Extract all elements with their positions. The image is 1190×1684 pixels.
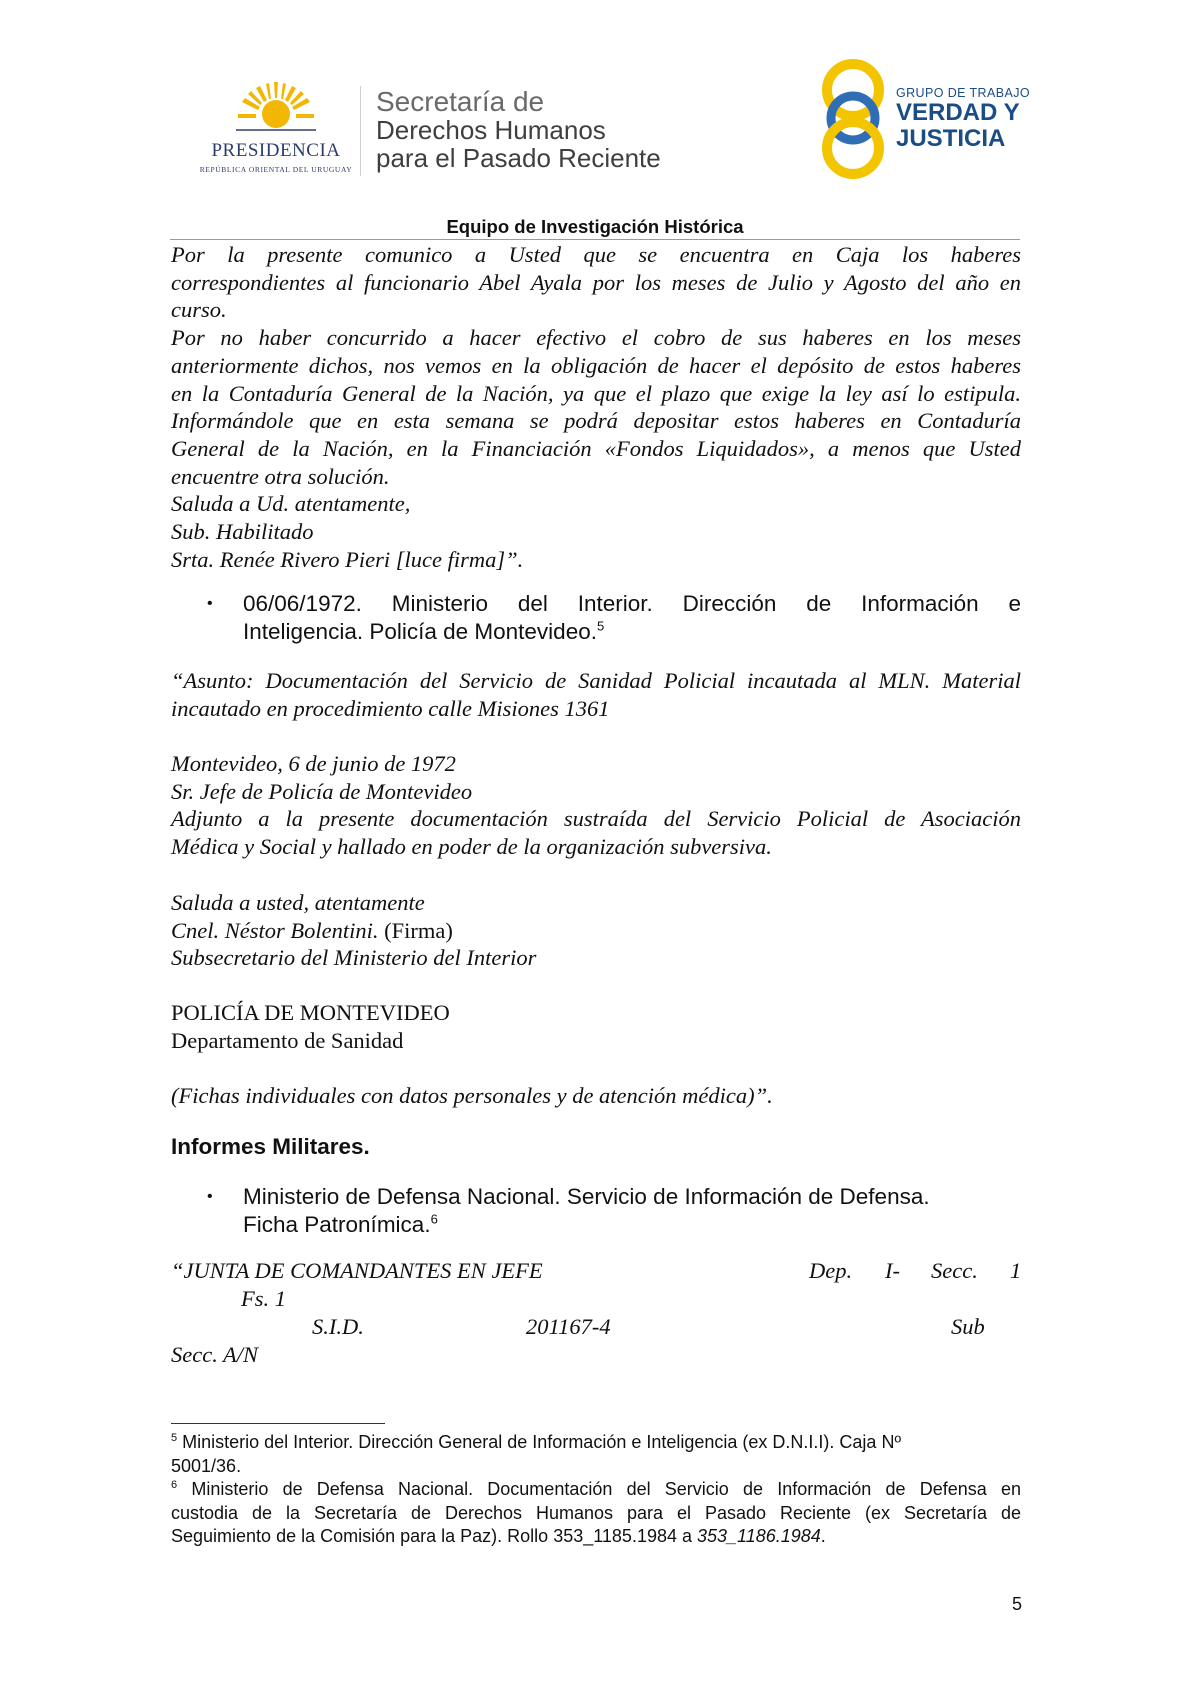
memo-block	[171, 750, 1021, 861]
memo-signer-title: Subsecretario del Ministerio del Interior	[171, 945, 537, 971]
bullet-line: Ministerio de Defensa Nacional. Servicio de Información de Defensa.	[243, 1184, 930, 1209]
secretaria-line-1: Secretaría de	[376, 86, 545, 117]
letter-line: anteriormente dichos, nos vemos en la obligación de hacer el depósito de estos haberes	[171, 352, 1021, 378]
letter-line: Sub. Habilitado	[171, 519, 314, 545]
grupo-line-1: GRUPO DE TRABAJO	[896, 86, 1030, 100]
footnote-rule	[171, 1423, 385, 1424]
letter-line: curso.	[171, 297, 227, 323]
ficha-secc: Secc.	[931, 1258, 978, 1283]
footnote-line	[171, 1478, 1021, 1502]
ficha-one: 1	[1010, 1258, 1022, 1283]
footnote-6	[171, 1478, 1021, 1549]
bullet-text: Ficha Patronímica.	[243, 1211, 431, 1237]
letter-line: Por no haber concurrido a hacer efectivo el cobro de sus haberes en los meses	[171, 325, 1021, 351]
memo-signer: Cnel. Néstor Bolentini.	[171, 917, 379, 943]
sun-icon	[236, 80, 316, 136]
bullet-text: Inteligencia. Policía de Montevideo.	[243, 618, 597, 644]
ficha-sub: Sub	[951, 1314, 985, 1339]
asunto-line: “Asunto: Documentación del Servicio de Sanidad Policial incautada al MLN. Material	[171, 668, 1021, 693]
memo-body-line: Adjunto a la presente documentación sustraída del Servicio Policial de Asociación	[171, 806, 1021, 832]
bullet-dot: •	[207, 595, 213, 612]
footnote-line: custodia de la Secretaría de Derechos Humanos para el Pasado Reciente (ex Secretaría de	[171, 1502, 1021, 1523]
footnote-ref[interactable]: 5	[596, 618, 605, 633]
verdad-justicia-logo	[896, 86, 1030, 152]
bullet-line: 06/06/1972. Ministerio del Interior. Dirección de Información e	[243, 591, 1021, 616]
memo-org: POLICÍA DE MONTEVIDEO	[171, 1000, 450, 1025]
memo-signer-line	[171, 917, 1021, 945]
presidencia-wordmark: PRESIDENCIA	[211, 140, 341, 161]
ficha-i: I-	[885, 1258, 900, 1283]
memo-attachment-text: (Fichas individuales con datos personales y de atención médica)”.	[171, 1083, 773, 1108]
team-header: Equipo de Investigación Histórica	[446, 216, 744, 237]
letter-line: Saluda a Ud. atentamente,	[171, 491, 411, 517]
letter-line: Informándole que en esta semana se podrá depositar estos haberes en Contaduría	[171, 408, 1021, 434]
letter-line: Por la presente comunico a Usted que se encuentra en Caja los haberes	[171, 242, 1021, 267]
memo-date: Montevideo, 6 de junio de 1972	[171, 751, 456, 776]
footnote-ref[interactable]: 6	[430, 1211, 438, 1226]
bullet-item	[207, 1183, 1021, 1238]
letter-quote	[171, 241, 1021, 573]
memo-signer-note: (Firma)	[384, 917, 453, 943]
ficha-number: 201167-4	[526, 1314, 611, 1339]
footnote-number: 5	[171, 1432, 178, 1444]
section-heading: Informes Militares.	[171, 1134, 370, 1159]
asunto-block	[171, 667, 1021, 722]
footnote-number: 6	[171, 1479, 178, 1491]
memo-attachment	[171, 1082, 1021, 1110]
footnote-line	[171, 1431, 1021, 1455]
bullet-line	[243, 1211, 1021, 1239]
letter-line: General de la Nación, en la Financiación «Fondos Liquidados», a menos que Usted	[171, 435, 1021, 461]
verdad-justicia-rings-icon	[818, 56, 888, 180]
presidencia-subtitle: REPÚBLICA ORIENTAL DEL URUGUAY	[199, 165, 353, 174]
bullet-item	[207, 590, 1021, 645]
grupo-line-3: JUSTICIA	[896, 125, 1006, 152]
letter-line: encuentre otra solución.	[171, 463, 390, 489]
logo-divider	[360, 86, 361, 176]
letter-line: Srta. Renée Rivero Pieri [luce firma]”.	[171, 546, 524, 572]
page-number: 5	[1012, 1594, 1023, 1614]
memo-recipient: Sr. Jefe de Policía de Montevideo	[171, 778, 473, 804]
asunto-line: incautado en procedimiento calle Misiones 1361	[171, 695, 610, 721]
header-rule	[170, 239, 1020, 240]
ficha-sid: S.I.D.	[312, 1314, 364, 1339]
ficha-junta: “JUNTA DE COMANDANTES EN JEFE	[171, 1258, 543, 1283]
footnote-text: .	[820, 1526, 826, 1546]
presidencia-logo	[196, 80, 356, 180]
secretaria-line-2: Derechos Humanos	[376, 115, 606, 145]
secretaria-title	[376, 88, 661, 172]
secretaria-line-3: para el Pasado Reciente	[376, 143, 661, 173]
bullet-line	[243, 618, 1021, 646]
footnote-text: Seguimiento de la Comisión para la Paz). Rollo 353_1185.1984 a	[171, 1526, 697, 1546]
footnote-line	[171, 1525, 1021, 1549]
letter-line: correspondientes al funcionario Abel Ayala por los meses de Julio y Agosto del año en	[171, 269, 1021, 295]
ficha-fs: Fs. 1	[241, 1286, 286, 1311]
footnote-text: Ministerio del Interior. Dirección General de Información e Inteligencia (ex D.N.I.I). Caja Nº	[182, 1432, 902, 1452]
footnote-italic: 353_1186.1984	[697, 1526, 821, 1546]
footnote-line: 5001/36.	[171, 1455, 242, 1476]
memo-closing: Saluda a usted, atentamente	[171, 890, 425, 915]
letter-line: en la Contaduría General de la Nación, ya que el plazo que exige la ley así lo estipula.	[171, 380, 1021, 406]
bullet-dot: •	[207, 1188, 213, 1205]
memo-body-line: Médica y Social y hallado en poder de la organización subversiva.	[171, 834, 772, 860]
ficha-secc-an: Secc. A/N	[171, 1342, 259, 1367]
footnote-words: Ministerio de Defensa Nacional. Documentación del Servicio de Información de Defensa en	[191, 1479, 1021, 1499]
memo-dept: Departamento de Sanidad	[171, 1027, 404, 1053]
ficha-dep: Dep.	[809, 1258, 853, 1283]
grupo-line-2: VERDAD Y	[896, 99, 1020, 126]
memo-org-block	[171, 999, 1021, 1054]
memo-closing-block	[171, 889, 1021, 972]
footnote-5	[171, 1431, 1021, 1478]
